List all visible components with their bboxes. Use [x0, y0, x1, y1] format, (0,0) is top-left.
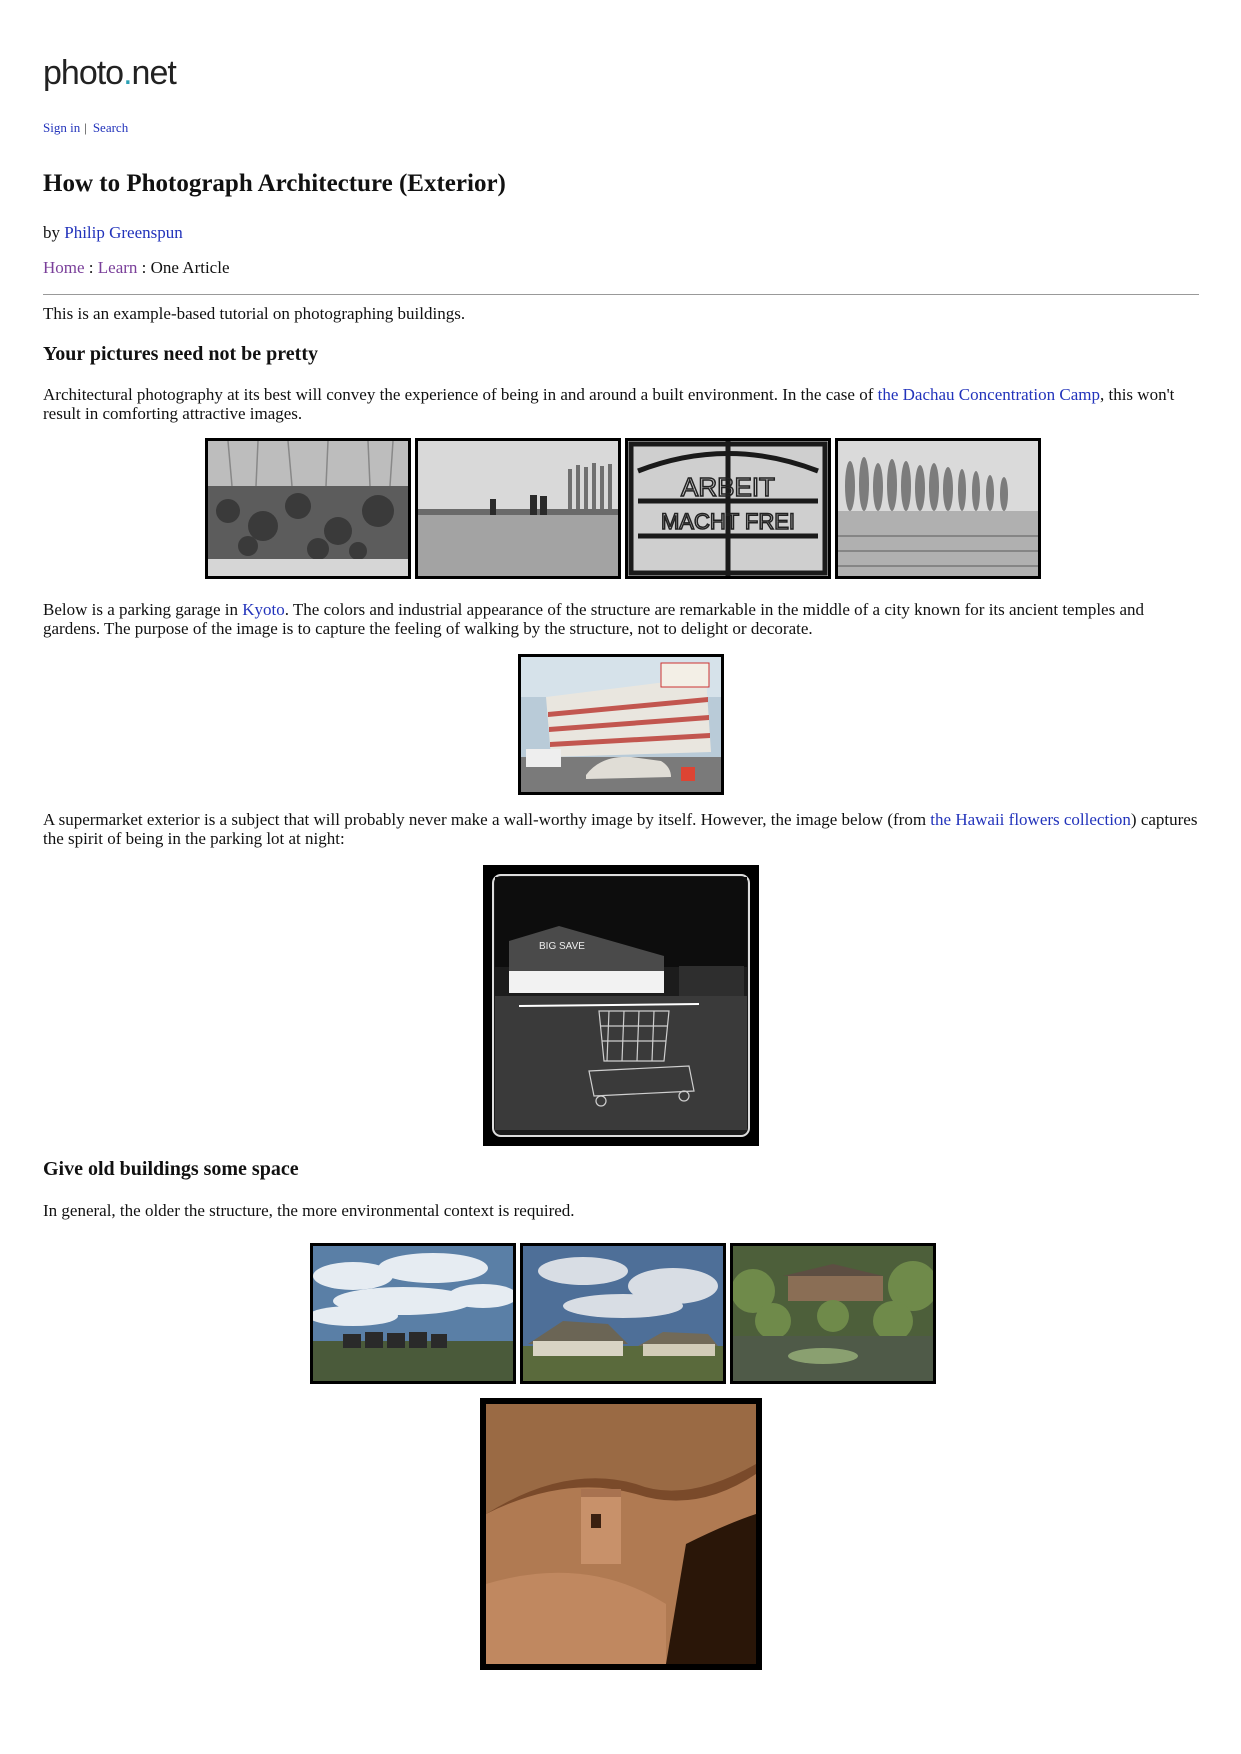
- dachau-link[interactable]: the Dachau Concentration Camp: [877, 385, 1100, 404]
- author-link[interactable]: Philip Greenspun: [64, 223, 183, 242]
- svg-text:ARBEIT: ARBEIT: [681, 472, 775, 502]
- photo-supermarket-night[interactable]: [483, 865, 759, 1146]
- divider: [43, 294, 1199, 295]
- photo-japanese-garden[interactable]: [730, 1243, 936, 1384]
- photo-poplar-row[interactable]: [835, 438, 1041, 579]
- paragraph-dachau: Architectural photography at its best will convey the experience of being in and around a built environment. In the case of the Dachau Concentration Camp, this won't result in comforting attractive images.: [43, 385, 1175, 423]
- photo-sheds-sky[interactable]: [310, 1243, 516, 1384]
- photo-cliff-dwelling[interactable]: [480, 1398, 762, 1670]
- supermarket-photo-row: [483, 865, 759, 1146]
- paragraph-supermarket: A supermarket exterior is a subject that will probably never make a wall-worthy image by itself. However, the image below (from the Hawaii flowers collection) captures the spirit of being in the parking lot at night:: [43, 810, 1198, 848]
- svg-text:BIG SAVE: BIG SAVE: [539, 941, 585, 952]
- cliff-dwelling-photo-row: [480, 1398, 762, 1670]
- kyoto-link[interactable]: Kyoto: [242, 600, 285, 619]
- top-nav: [43, 120, 128, 136]
- breadcrumb-home[interactable]: Home: [43, 258, 85, 277]
- svg-text:MACHT FREI: MACHT FREI: [660, 509, 796, 534]
- section-heading-pretty: Your pictures need not be pretty: [43, 343, 318, 365]
- photo-ivy-wall[interactable]: [205, 438, 411, 579]
- byline: by Philip Greenspun: [43, 223, 183, 242]
- intro-paragraph: This is an example-based tutorial on photographing buildings.: [43, 304, 466, 323]
- breadcrumb-current: One Article: [150, 258, 230, 277]
- photo-parking-garage[interactable]: [518, 654, 724, 795]
- kyoto-photo-row: [518, 654, 724, 795]
- logo-dot: .: [123, 54, 132, 92]
- page-title: How to Photograph Architecture (Exterior): [43, 170, 506, 197]
- hawaii-flowers-link[interactable]: the Hawaii flowers collection: [930, 810, 1131, 829]
- dachau-photo-row: [205, 438, 1041, 579]
- sign-in-link[interactable]: Sign in: [43, 120, 81, 135]
- breadcrumb: Home : Learn : One Article: [43, 258, 230, 277]
- photo-camp-grounds[interactable]: [415, 438, 621, 579]
- photo-farmhouse[interactable]: [520, 1243, 726, 1384]
- photo-arbeit-gate[interactable]: [625, 438, 831, 579]
- site-logo[interactable]: photo.net: [43, 54, 176, 92]
- nav-separator: |: [84, 120, 87, 135]
- breadcrumb-learn[interactable]: Learn: [97, 258, 138, 277]
- paragraph-kyoto: Below is a parking garage in Kyoto. The colors and industrial appearance of the structure are remarkable in the middle of a city known for its ancient temples and gardens. The purpose of the image is to capture the feeling of walking by the structure, not to delight or decorate.: [43, 600, 1145, 638]
- section-heading-space: Give old buildings some space: [43, 1158, 299, 1180]
- paragraph-context: In general, the older the structure, the more environmental context is required.: [43, 1201, 575, 1220]
- search-link[interactable]: Search: [92, 120, 129, 135]
- old-buildings-photo-row: [310, 1243, 936, 1384]
